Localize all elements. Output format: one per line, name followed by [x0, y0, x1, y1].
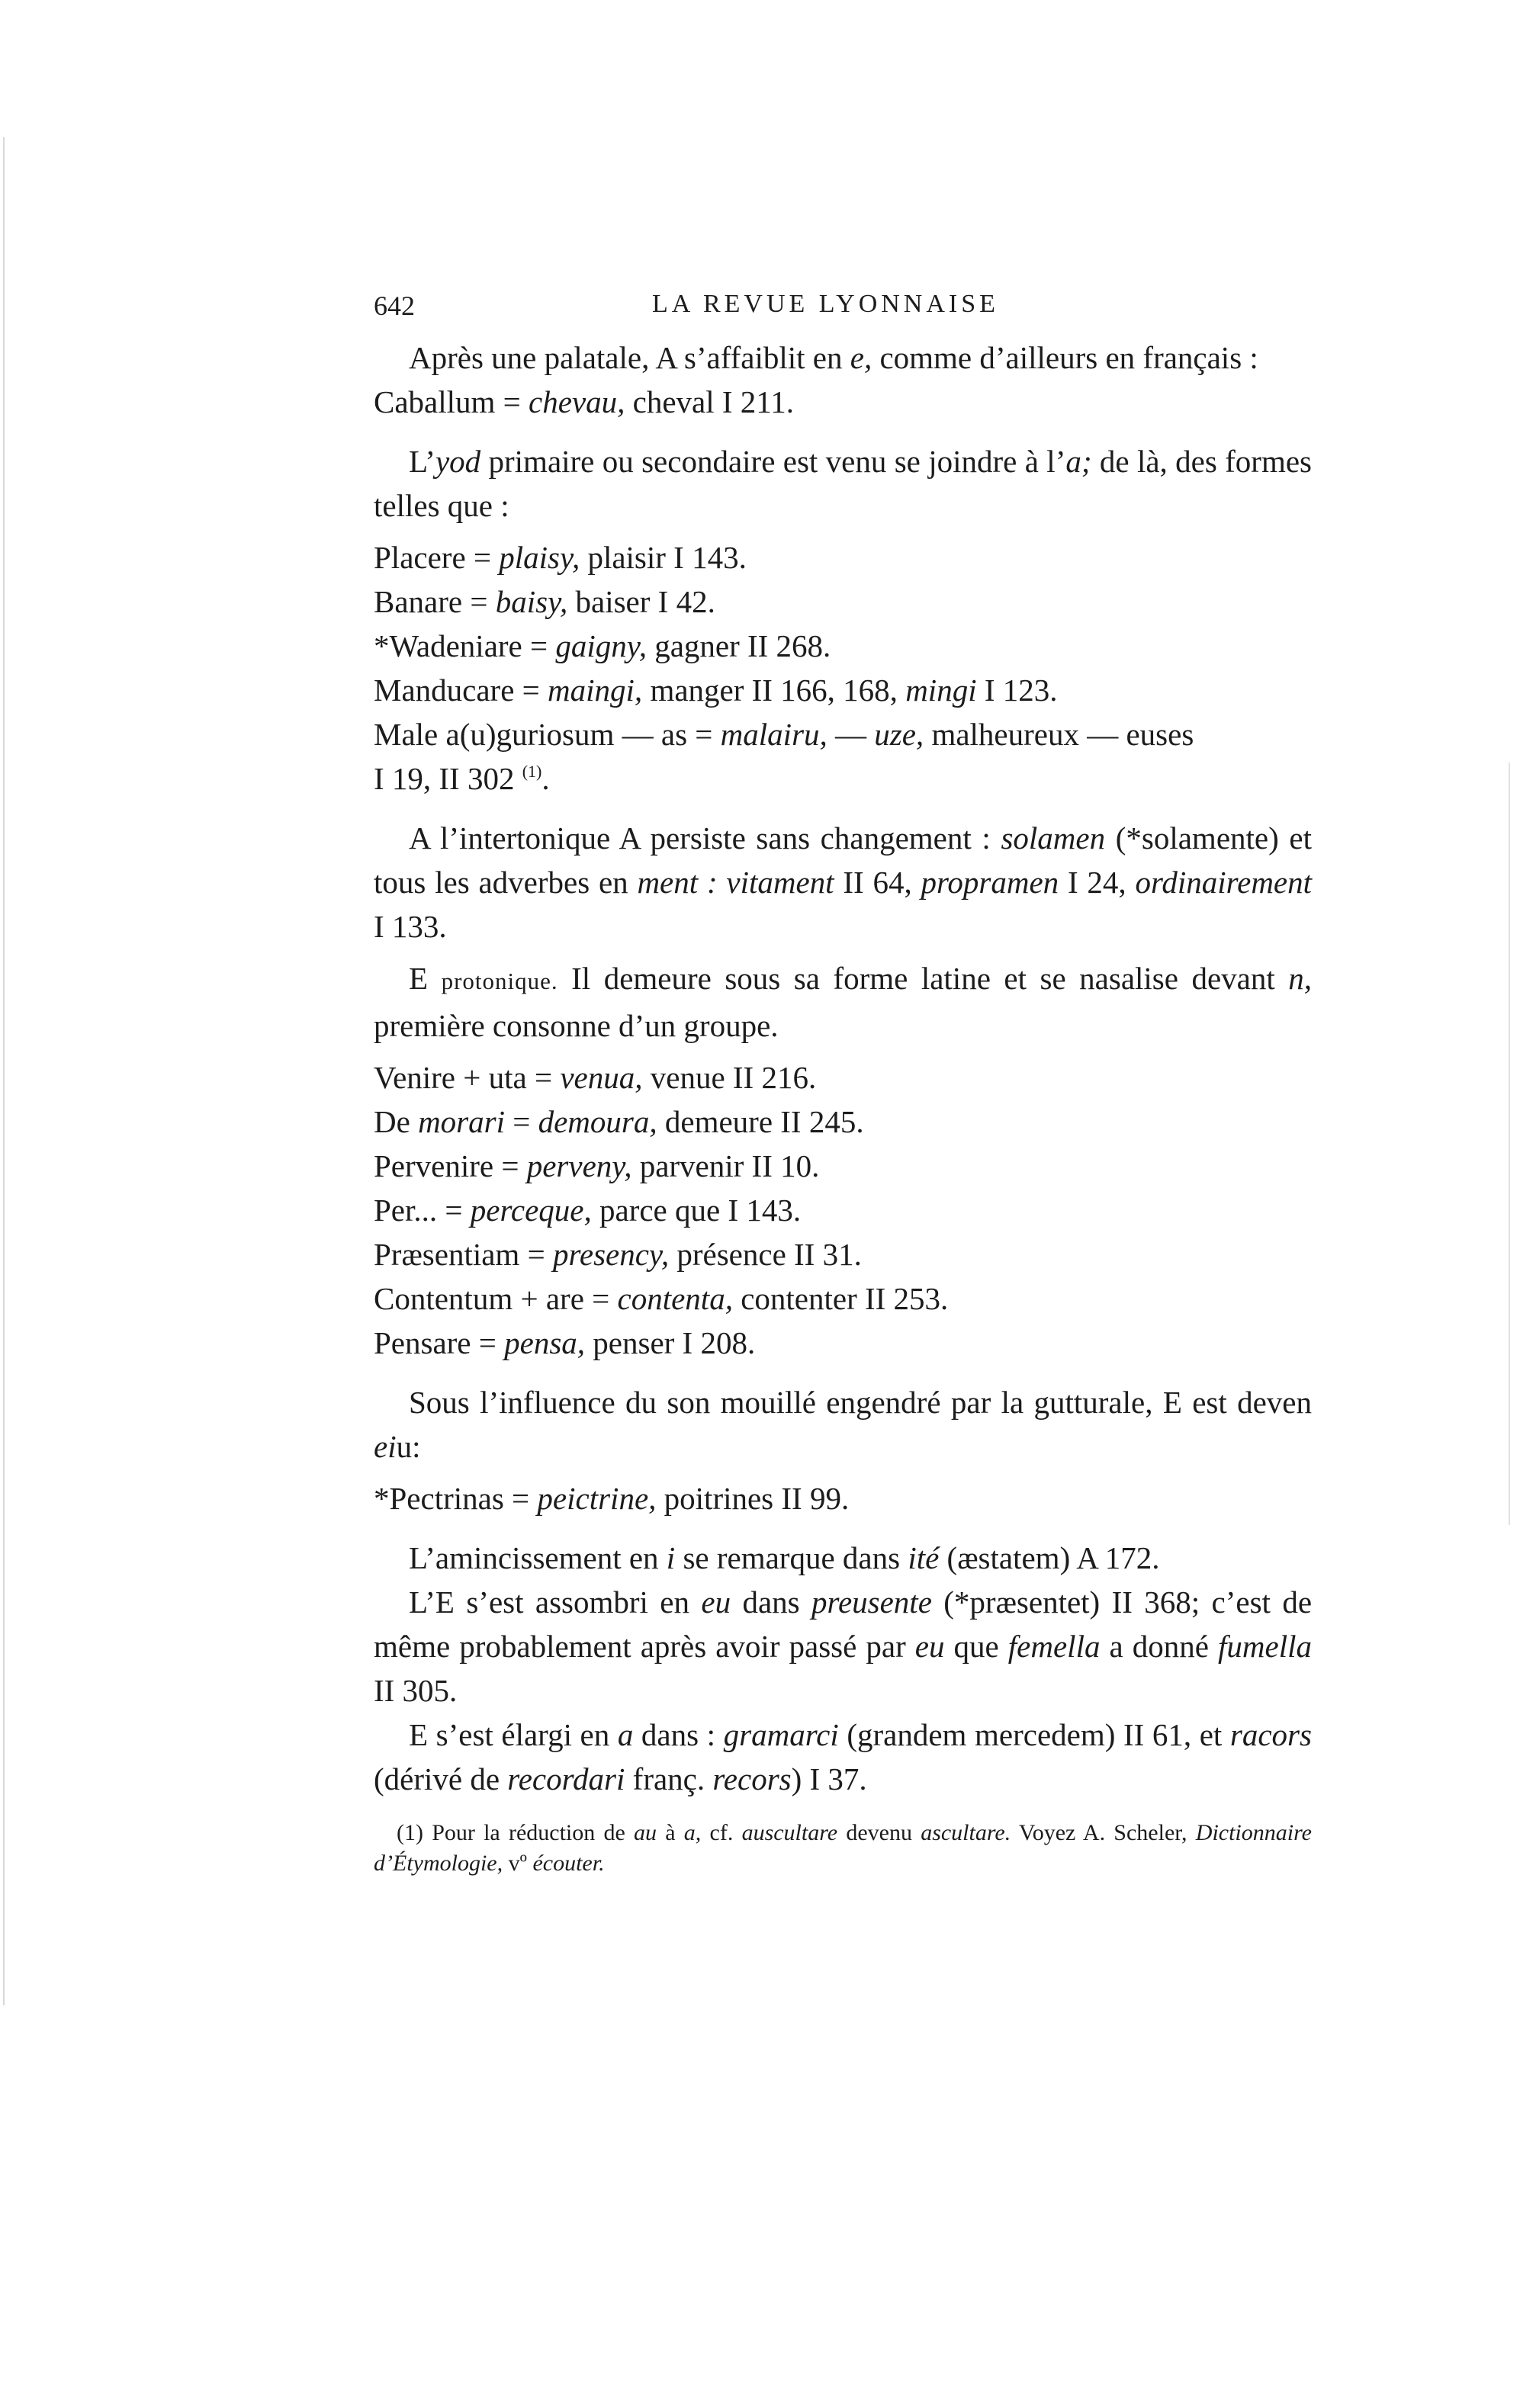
scan-edge-left [3, 137, 5, 2005]
scan-edge-right [1509, 763, 1510, 1525]
paragraph-yod: L’yod primaire ou secondaire est venu se joindre à l’a; de là, des formes telles que : [374, 444, 1313, 523]
paragraph-intertonique: A l’intertonique A persiste sans changement : solamen (*solamente) et tous les adverbes en ment : vitament II 64, propramen I 24, ordinairement I 133. [374, 820, 1313, 944]
page-number: 642 [374, 291, 415, 321]
example-male: Male a(u)guriosum — as = malairu, — uze, malheureux — euses [374, 717, 1194, 752]
paragraph-assombri: L’E s’est assombri en eu dans preusente (*præsentet) II 368; c’est de même probablement après avoir passé par eu que femella a donné fumella II 305. [374, 1584, 1313, 1708]
example-male-ref: I 19, II 302 $^{(1)}$. [374, 761, 550, 796]
example-line: Contentum + are = contenta, contenter II 253. [374, 1281, 949, 1316]
example-line: Pervenire = perveny, parvenir II 10. [374, 1148, 820, 1183]
example-line: Banare = baisy, baiser I 42. [374, 584, 715, 619]
paragraph-amincissement: L’amincissement en i se remarque dans ité (æstatem) A 172. [409, 1540, 1160, 1575]
example-line: Manducare = maingi, manger II 166, 168, mingi I 123. [374, 673, 1058, 708]
running-header [374, 290, 1312, 336]
example-line: Præsentiam = presency, présence II 31. [374, 1237, 862, 1272]
example-caballum: Caballum = chevau, cheval I 211. [374, 384, 795, 419]
paragraph-elargi: E s’est élargi en a dans : gramarci (grandem mercedem) II 61, et racors (dérivé de recordari franç. recors) I 37. [374, 1717, 1312, 1796]
paragraph-influence: Sous l’influence du son mouillé engendré par la gutturale, E est deven eiu: [374, 1385, 1312, 1464]
example-line: *Wadeniare = gaigny, gagner II 268. [374, 628, 831, 663]
example-line: Pensare = pensa, penser I 208. [374, 1325, 756, 1360]
paragraph-palatale: Après une palatale, A s’affaiblit en e, comme d’ailleurs en français : [409, 340, 1258, 375]
example-pectrinas: *Pectrinas = peictrine, poitrines II 99. [374, 1481, 850, 1516]
example-line: Placere = plaisy, plaisir I 143. [374, 540, 747, 575]
footnote: (1) Pour la réduction de au à a, cf. auscultare devenu ascultare. Voyez A. Scheler, Dictionnaire d’Étymologie, vº écouter. [374, 1820, 1312, 1876]
page [374, 290, 1312, 1902]
running-title: LA REVUE LYONNAISE [652, 290, 999, 318]
main-text [374, 336, 1312, 1801]
footnote-mark: (1) [522, 762, 542, 781]
paragraph-protonique: E protonique. Il demeure sous sa forme latine et se nasalise devant n, première consonne d’un groupe. [374, 961, 1313, 1043]
example-line: Per... = perceque, parce que I 143. [374, 1193, 802, 1228]
example-line: Venire + uta = venua, venue II 216. [374, 1060, 817, 1095]
example-line: De morari = demoura, demeure II 245. [374, 1104, 864, 1139]
